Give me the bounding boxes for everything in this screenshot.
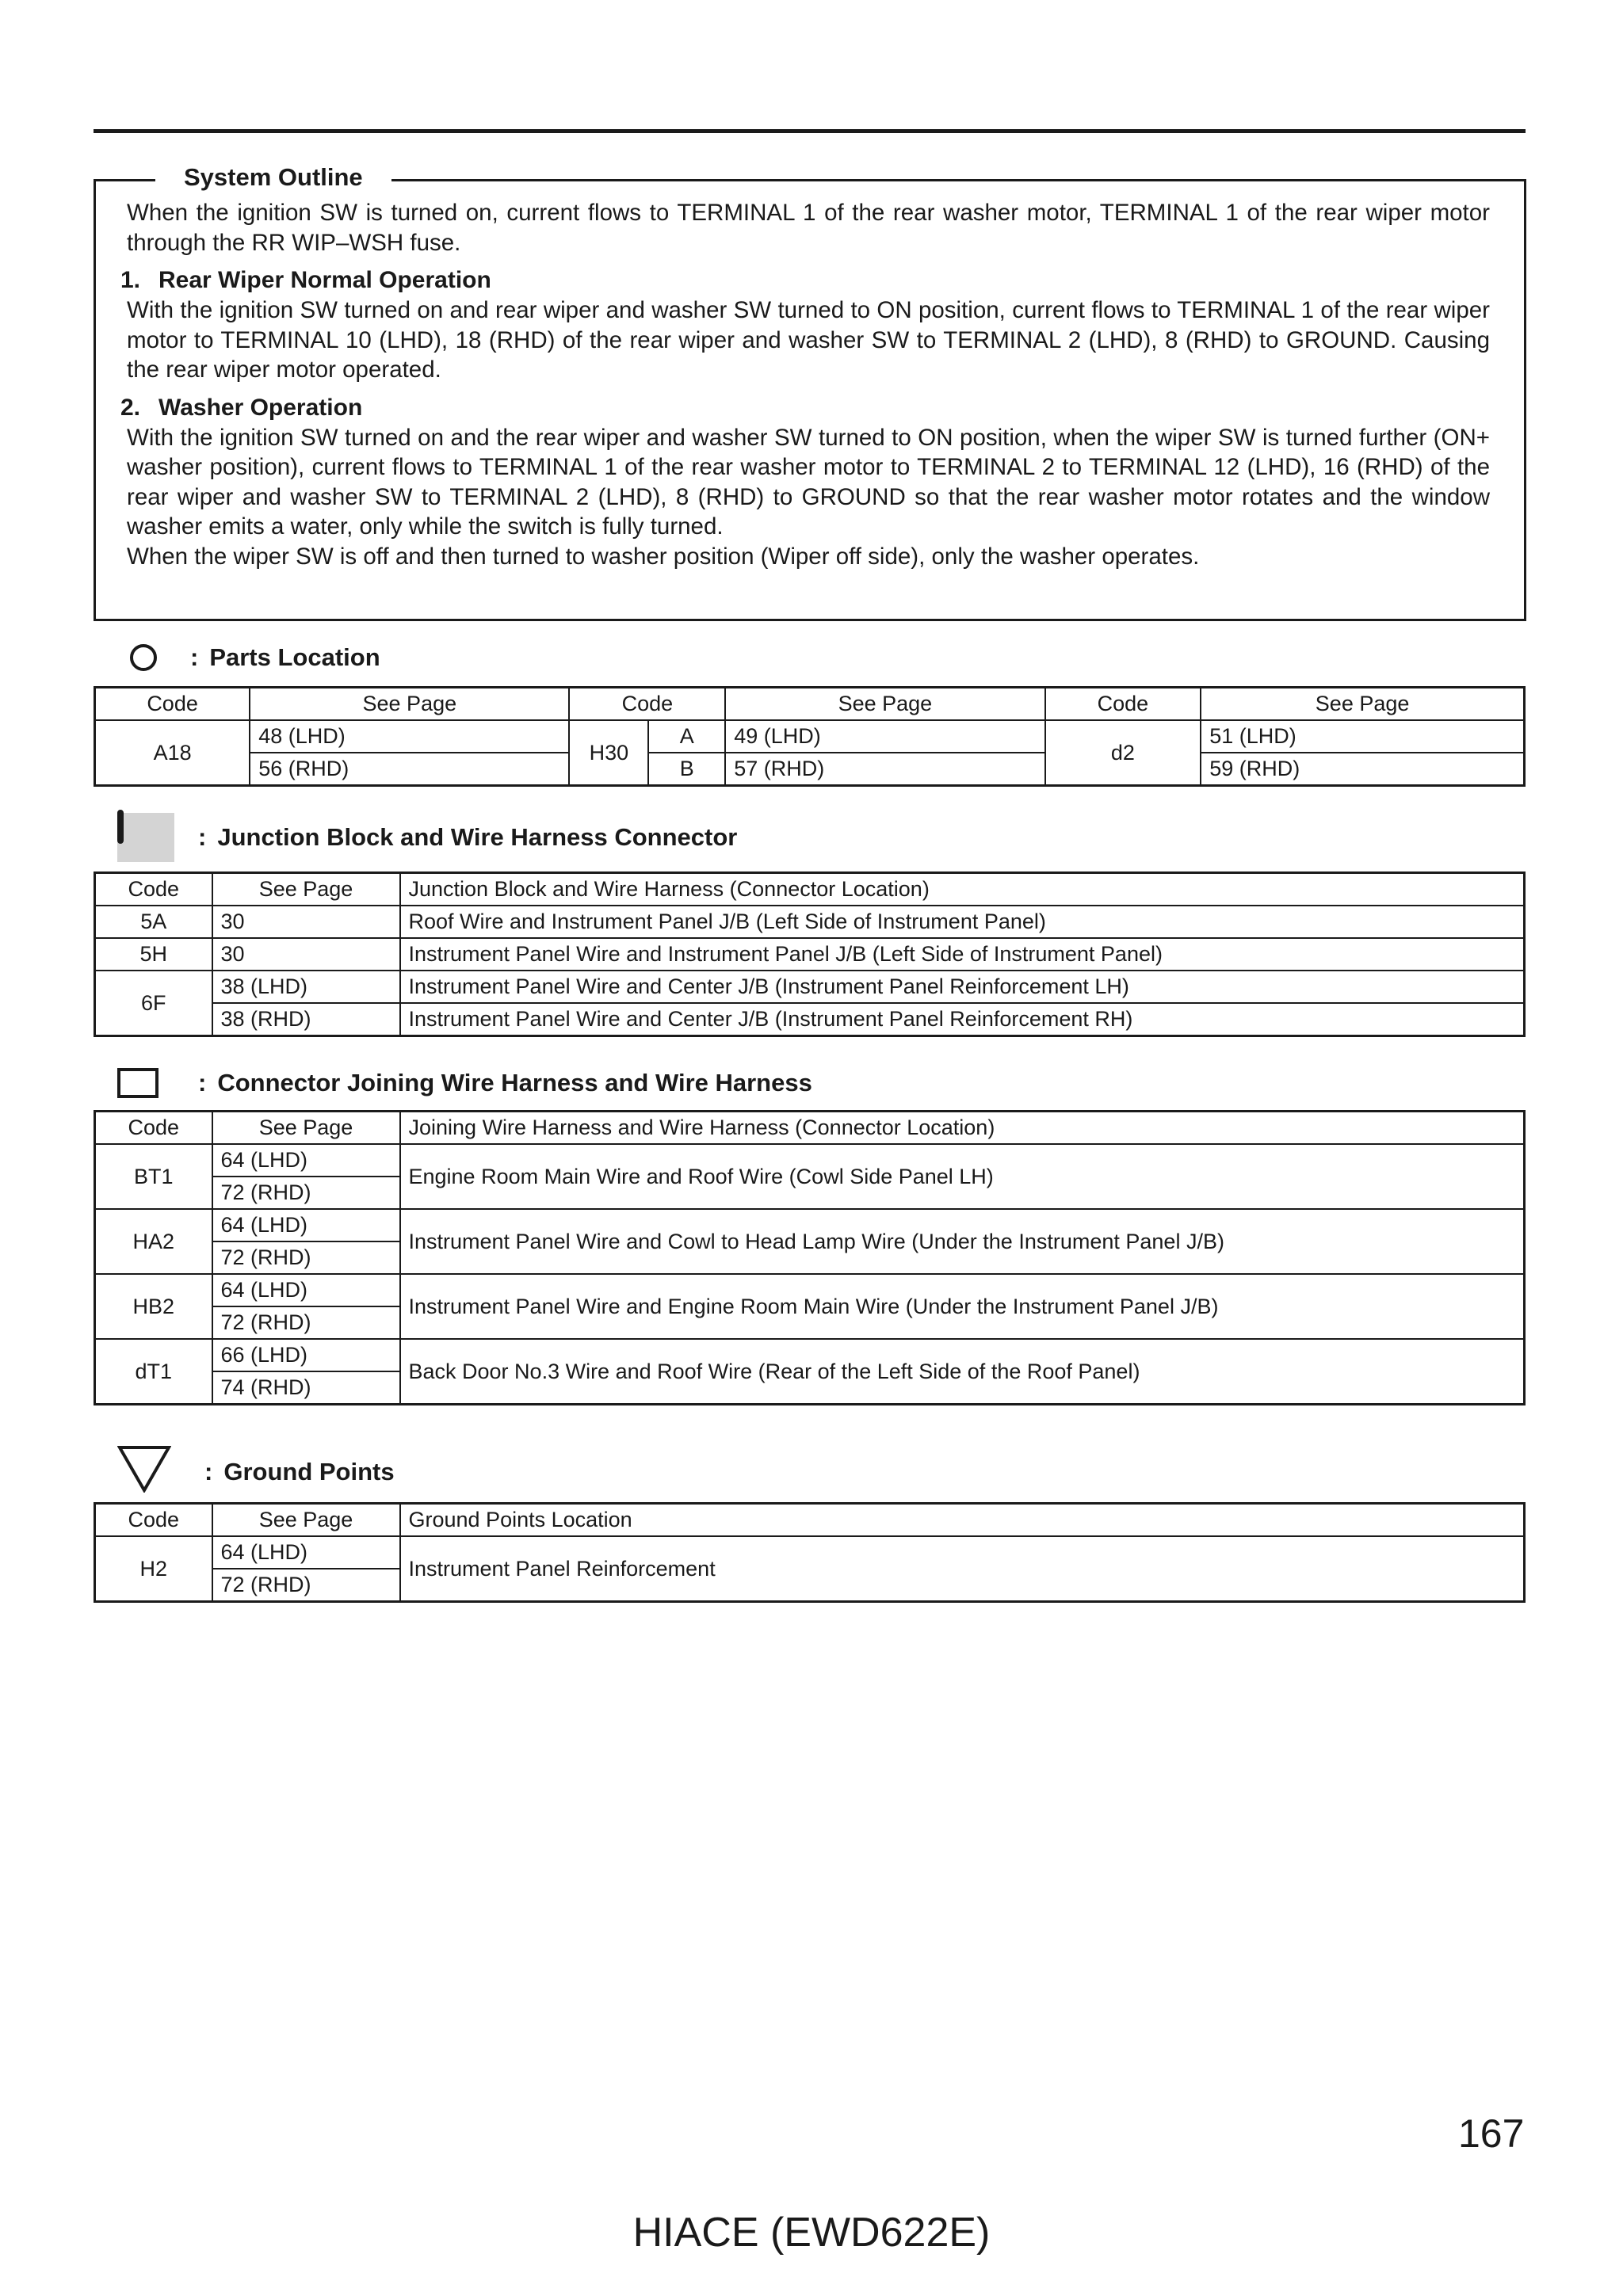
column-header: See Page <box>212 1112 400 1145</box>
sub-code-cell: A <box>648 720 725 753</box>
column-header: Code <box>1045 688 1201 721</box>
location-cell: Roof Wire and Instrument Panel J/B (Left Side of Instrument Panel) <box>400 906 1525 938</box>
code-cell: 5H <box>95 938 212 971</box>
junction-block-table <box>94 871 1526 1037</box>
section-text-rear-wiper: With the ignition SW turned on and rear wiper and washer SW turned to ON position, current flows to TERMINAL 1 of the rear wiper motor to TERMINAL 10 (LHD), 18 (RHD) of the rear wiper and washer SW to TERMINAL 2 (LHD), 8 (RHD) to GROUND. Causing the rear wiper motor operated. <box>127 297 1490 383</box>
table-header-row <box>95 873 1525 906</box>
code-cell: H2 <box>95 1536 212 1602</box>
junction-block-title: Junction Block and Wire Harness Connector <box>217 823 738 851</box>
junction-block-icon <box>117 813 174 862</box>
code-cell: dT1 <box>95 1339 212 1405</box>
table-row <box>95 906 1525 938</box>
section-heading-washer <box>120 393 1490 423</box>
page-cell: 30 <box>212 938 400 971</box>
code-cell: HB2 <box>95 1274 212 1339</box>
column-header: Code <box>569 688 725 721</box>
location-cell: Back Door No.3 Wire and Roof Wire (Rear of the Left Side of the Roof Panel) <box>400 1339 1525 1405</box>
column-header: See Page <box>1201 688 1524 721</box>
header-colon: : <box>198 823 207 851</box>
connector-joining-title: Connector Joining Wire Harness and Wire Harness <box>217 1069 812 1097</box>
location-cell: Engine Room Main Wire and Roof Wire (Cowl Side Panel LH) <box>400 1144 1525 1209</box>
column-header: See Page <box>212 873 400 906</box>
column-header: Junction Block and Wire Harness (Connector Location) <box>400 873 1525 906</box>
column-header: Code <box>95 1112 212 1145</box>
table-row <box>95 938 1525 971</box>
table-row <box>95 1144 1525 1177</box>
table-row <box>95 1003 1525 1036</box>
column-header: Joining Wire Harness and Wire Harness (Connector Location) <box>400 1112 1525 1145</box>
system-outline-title: System Outline <box>155 163 391 192</box>
table-row <box>95 1274 1525 1306</box>
table-header-row <box>95 688 1525 721</box>
page-cell: 57 (RHD) <box>725 753 1044 786</box>
table-row <box>95 1339 1525 1371</box>
circle-icon <box>130 644 157 671</box>
section-title: Washer Operation <box>158 394 363 421</box>
ground-points-table <box>94 1502 1526 1603</box>
location-cell: Instrument Panel Wire and Engine Room Main Wire (Under the Instrument Panel J/B) <box>400 1274 1525 1339</box>
table-header-row <box>95 1504 1525 1537</box>
section-title: Rear Wiper Normal Operation <box>158 267 491 293</box>
parts-location-header <box>117 643 380 672</box>
section-number: 1. <box>120 267 141 293</box>
page-cell: 64 (LHD) <box>212 1536 400 1569</box>
column-header: Code <box>95 688 250 721</box>
table-row <box>95 971 1525 1003</box>
table-row <box>95 753 1525 786</box>
code-cell: 6F <box>95 971 212 1036</box>
page-cell: 49 (LHD) <box>725 720 1044 753</box>
header-colon: : <box>190 643 199 671</box>
rounded-rect-icon <box>117 810 124 844</box>
outline-intro: When the ignition SW is turned on, current flows to TERMINAL 1 of the rear washer motor, TERMINAL 1 of the rear wiper motor through the RR WIP–WSH fuse. <box>127 200 1490 256</box>
code-cell: HA2 <box>95 1209 212 1274</box>
page-cell: 72 (RHD) <box>212 1177 400 1209</box>
page-cell: 38 (LHD) <box>212 971 400 1003</box>
rectangle-icon <box>117 1068 158 1098</box>
ground-points-title: Ground Points <box>223 1458 395 1486</box>
section-number: 2. <box>120 394 141 421</box>
page-cell: 72 (RHD) <box>212 1306 400 1339</box>
ground-triangle-icon <box>117 1445 171 1499</box>
location-cell: Instrument Panel Reinforcement <box>400 1536 1525 1602</box>
page-cell: 59 (RHD) <box>1201 753 1524 786</box>
page-cell: 72 (RHD) <box>212 1569 400 1602</box>
column-header: Ground Points Location <box>400 1504 1525 1537</box>
page-cell: 64 (LHD) <box>212 1209 400 1241</box>
ground-points-header <box>117 1445 395 1499</box>
location-cell: Instrument Panel Wire and Center J/B (Instrument Panel Reinforcement LH) <box>400 971 1525 1003</box>
parts-location-title: Parts Location <box>209 643 380 671</box>
table-row <box>95 1536 1525 1569</box>
page-cell: 64 (LHD) <box>212 1144 400 1177</box>
parts-location-table <box>94 686 1526 787</box>
section-heading-rear-wiper <box>120 265 1490 296</box>
code-cell: A18 <box>95 720 250 786</box>
code-cell: 5A <box>95 906 212 938</box>
page-cell: 66 (LHD) <box>212 1339 400 1371</box>
page-cell: 74 (RHD) <box>212 1371 400 1405</box>
code-cell: H30 <box>569 720 648 786</box>
page-cell: 38 (RHD) <box>212 1003 400 1036</box>
location-cell: Instrument Panel Wire and Instrument Panel J/B (Left Side of Instrument Panel) <box>400 938 1525 971</box>
code-cell: d2 <box>1045 720 1201 786</box>
junction-block-header <box>117 813 737 862</box>
page-cell: 64 (LHD) <box>212 1274 400 1306</box>
connector-joining-table <box>94 1110 1526 1405</box>
table-header-row <box>95 1112 1525 1145</box>
code-cell: BT1 <box>95 1144 212 1209</box>
table-row <box>95 720 1525 753</box>
location-cell: Instrument Panel Wire and Cowl to Head Lamp Wire (Under the Instrument Panel J/B) <box>400 1209 1525 1274</box>
document-title: HIACE (EWD622E) <box>632 2210 991 2256</box>
connector-joining-header <box>117 1068 812 1098</box>
sub-code-cell: B <box>648 753 725 786</box>
system-outline-body <box>120 198 1490 571</box>
page-number: 167 <box>1458 2111 1525 2156</box>
column-header: Code <box>95 873 212 906</box>
page-cell: 56 (RHD) <box>250 753 569 786</box>
header-colon: : <box>198 1069 207 1097</box>
page-cell: 30 <box>212 906 400 938</box>
page-cell: 72 (RHD) <box>212 1241 400 1274</box>
table-row <box>95 1209 1525 1241</box>
column-header: See Page <box>212 1504 400 1537</box>
column-header: See Page <box>250 688 569 721</box>
top-rule <box>94 129 1526 133</box>
header-colon: : <box>204 1458 213 1486</box>
page-cell: 51 (LHD) <box>1201 720 1524 753</box>
section-text-washer-note: When the wiper SW is off and then turned to washer position (Wiper off side), only the washer operates. <box>127 543 1200 570</box>
location-cell: Instrument Panel Wire and Center J/B (Instrument Panel Reinforcement RH) <box>400 1003 1525 1036</box>
page-cell: 48 (LHD) <box>250 720 569 753</box>
section-text-washer: With the ignition SW turned on and the rear wiper and washer SW turned to ON position, when the wiper SW is turned further (ON+ washer position), current flows to TERMINAL 1 of the rear washer motor to TERMINAL 2 to TERMINAL 12 (LHD), 16 (RHD) of the rear wiper and washer SW to TERMINAL 2 (LHD), 8 (RHD) to GROUND so that the rear washer motor rotates and the window washer emits a water, only while the switch is fully turned. <box>127 424 1490 540</box>
column-header: Code <box>95 1504 212 1537</box>
column-header: See Page <box>725 688 1044 721</box>
